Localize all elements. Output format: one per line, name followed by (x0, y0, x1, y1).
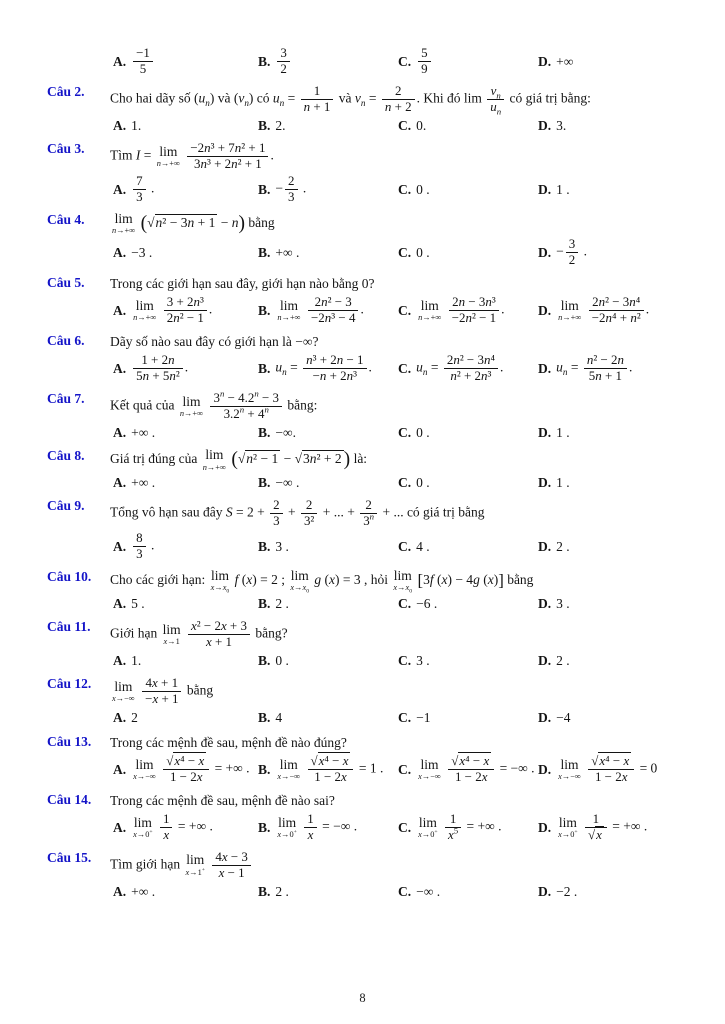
choice-b (258, 353, 398, 384)
choice-text: −2 . (556, 883, 578, 899)
choice-text: lim n→+∞ $\frac{\text{2n − 3n³}}{\text{−2n² − 1}}$ . (418, 294, 505, 326)
question-block (47, 619, 697, 669)
choice-d (538, 117, 697, 135)
choice-a (113, 174, 258, 205)
choice-text: +∞ (556, 53, 574, 69)
choice-text: 0 . (416, 474, 430, 490)
choice-letter: B. (258, 244, 271, 260)
choice-text: 5 . (131, 595, 145, 611)
choice-c (398, 295, 538, 326)
choice-letter: B. (258, 117, 271, 133)
choice-letter: C. (398, 883, 412, 899)
question-block (47, 569, 697, 612)
choices-row (113, 424, 697, 442)
choice-a (113, 424, 258, 442)
choice-letter: C. (398, 761, 412, 777)
choice-letter: B. (258, 474, 271, 490)
choice-text: lim x→0+ $\frac{1}{x}$ = +∞ . (133, 810, 213, 842)
choice-text: 2. (275, 117, 286, 133)
choice-letter: A. (113, 424, 127, 440)
choice-d (538, 538, 697, 556)
choice-text: $u_n$ = $\frac{\text{n³ + 2n − 1}}{\text{−n + 2n³}}$ . (275, 352, 372, 384)
question-block (47, 333, 697, 384)
choice-b (258, 474, 398, 492)
choice-letter: D. (538, 883, 552, 899)
question-block (47, 388, 697, 441)
question-stem: Tổng vô hạn sau đây S = 2 + $\frac{2}{3}$ + $\frac{2}{\text{3²}}$ + ... + $\frac{2}{3^n}$ + ... có giá trị bằng (110, 497, 485, 529)
question-block (47, 792, 697, 843)
choice-text: 4 . (416, 538, 430, 554)
choice-letter: B. (258, 302, 271, 318)
choice-text: 0 . (275, 652, 289, 668)
question-label: Câu 12. (47, 676, 92, 692)
choice-letter: D. (538, 538, 552, 554)
choice-letter: C. (398, 424, 412, 440)
choice-letter: D. (538, 761, 552, 777)
choices-row (113, 46, 697, 77)
question-block (47, 84, 697, 134)
choice-c (398, 424, 538, 442)
question-stem: Giới hạn lim x→1 $\frac{\text{x² − 2x + 3}}{x + 1}$ bằng? (110, 618, 288, 649)
choice-letter: A. (113, 474, 127, 490)
choice-text: 2 . (275, 883, 289, 899)
choice-d (538, 754, 697, 785)
choice-text: 0 . (416, 244, 430, 260)
choice-a (113, 709, 258, 727)
choice-text: $u_n$ = $\frac{\text{2n² − 3n⁴}}{\text{n² + 2n³}}$ . (416, 352, 504, 384)
choice-text: lim x→0+ $\frac{1}{x}$ = −∞ . (277, 810, 358, 842)
choice-letter: D. (538, 710, 552, 726)
question-label: Câu 15. (47, 849, 92, 865)
choice-letter: D. (538, 595, 552, 611)
question-stem: Tìm I = lim n→+∞ $\frac{\text{−2n³ + 7n² + 1}}{\text{3n³ + 2n² + 1}}$ . (110, 140, 274, 171)
choice-letter: A. (113, 761, 127, 777)
question-stem: Cho hai dãy số $(u_n)$ và $(v_n)$ có $u_n$ = $\frac{1}{n + 1}$ và $v_n$ = $\frac{2}{n + 2}$ . Khi đó lim $\frac{v_n}{u_n}$ có giá trị bằng: (110, 82, 591, 117)
choice-text: lim x→0+ $\frac{1}{√x}$ = +∞ . (558, 810, 648, 842)
choice-text: lim n→+∞ $\frac{\text{2n² − 3n⁴}}{\text{−2n⁴ + n²}}$ . (558, 294, 650, 326)
choice-letter: C. (398, 652, 412, 668)
choice-letter: C. (398, 595, 412, 611)
choice-d (538, 709, 697, 727)
choice-letter: B. (258, 181, 271, 197)
choices-row (113, 595, 697, 613)
choice-a (113, 812, 258, 843)
choice-letter: B. (258, 53, 271, 69)
question-stem: lim n→+∞ (√n² − 3n + 1 − n) bằng (112, 210, 275, 235)
choice-c (398, 595, 538, 613)
question-label: Câu 9. (47, 498, 85, 514)
question-label: Câu 2. (47, 83, 85, 99)
choice-letter: B. (258, 883, 271, 899)
choice-d (538, 812, 697, 843)
choice-letter: D. (538, 53, 552, 69)
choices-row (113, 883, 697, 901)
choice-a (113, 117, 258, 135)
choice-text: $\frac{5}{9}$ (416, 46, 432, 77)
choice-text: −4 (556, 710, 571, 726)
choice-b (258, 652, 398, 670)
choice-text: 0 . (416, 424, 430, 440)
choice-b (258, 709, 398, 727)
choice-text: 1 . (556, 181, 570, 197)
choice-text: +∞ . (131, 474, 156, 490)
choice-a (113, 474, 258, 492)
question-label: Câu 13. (47, 733, 92, 749)
choice-letter: C. (398, 538, 412, 554)
choice-text: 3. (556, 117, 567, 133)
choice-text: −3 . (131, 244, 153, 260)
choice-a (113, 353, 258, 384)
question-list (47, 46, 697, 900)
choice-d (538, 595, 697, 613)
question-label: Câu 8. (47, 448, 85, 464)
choices-row (113, 117, 697, 135)
choice-c (398, 812, 538, 843)
choices-row (113, 652, 697, 670)
question-block (47, 141, 697, 205)
choices-row (113, 237, 697, 268)
choice-letter: C. (398, 53, 412, 69)
choice-b (258, 754, 398, 785)
choice-c (398, 652, 538, 670)
choice-d (538, 53, 697, 71)
choice-text: +∞ . (131, 424, 156, 440)
question-stem: Kết quả của lim n→+∞ $\frac{3^n - 4.2^n - 3}{3.2^n + 4^n}$ bằng: (110, 388, 318, 421)
choice-text: −6 . (416, 595, 438, 611)
choices-row (113, 531, 697, 562)
choice-letter: A. (113, 181, 127, 197)
question-stem: Trong các mệnh đề sau, mệnh đề nào đúng? (110, 734, 347, 750)
choice-text: 1. (131, 117, 142, 133)
question-stem: lim x→−∞ $\frac{4x + 1}{-x + 1}$ bằng (112, 675, 214, 707)
choice-text: 1. (131, 652, 142, 668)
question-block (47, 448, 697, 491)
choice-text: − $\frac{3}{2}$ . (556, 236, 587, 268)
choice-c (398, 181, 538, 199)
choice-c (398, 244, 538, 262)
choices-row (113, 474, 697, 492)
page-number: 8 (359, 991, 366, 1005)
choice-b (258, 46, 398, 77)
choice-a (113, 244, 258, 262)
question-label: Câu 14. (47, 791, 92, 807)
choice-b (258, 812, 398, 843)
choice-a (113, 595, 258, 613)
choice-text: 0 . (416, 181, 430, 197)
choice-letter: B. (258, 652, 271, 668)
choice-letter: A. (113, 538, 127, 554)
choice-b (258, 424, 398, 442)
choice-text: 2 . (556, 652, 570, 668)
question-block (47, 734, 697, 785)
choice-text: −∞. (275, 424, 297, 440)
question-block (47, 498, 697, 562)
choice-b (258, 117, 398, 135)
choice-a (113, 531, 258, 562)
choice-letter: B. (258, 595, 271, 611)
choice-c (398, 709, 538, 727)
choice-d (538, 181, 697, 199)
choice-letter: A. (113, 302, 127, 318)
choice-text: 1 . (556, 474, 570, 490)
choice-letter: C. (398, 244, 412, 260)
choice-a (113, 295, 258, 326)
choice-text: −∞ . (416, 883, 441, 899)
choice-letter: A. (113, 244, 127, 260)
choice-letter: D. (538, 424, 552, 440)
choice-letter: C. (398, 117, 412, 133)
question-stem: Cho các giới hạn: lim $x\to x_0$ f (x) = 2 ; lim $x\to x_0$ g (x) = 3 , hỏi lim $x\to x_0$ [3f (x) − 4g (x)] bằng (110, 567, 534, 595)
question-label: Câu 5. (47, 275, 85, 290)
choice-text: lim x→−∞ $\frac{\text{√x⁴ − x}}{1 - 2x}$ = 0 (558, 752, 658, 784)
choice-letter: C. (398, 710, 412, 726)
choice-a (113, 46, 258, 77)
choice-d (538, 237, 697, 268)
question-stem: Giá trị đúng của lim n→+∞ (√n² − 1 − √3n² + 2 ) là: (110, 447, 368, 472)
choice-c (398, 117, 538, 135)
question-block (47, 850, 697, 900)
choice-letter: C. (398, 360, 412, 376)
question-label: Câu 3. (47, 141, 85, 157)
choice-text: lim x→−∞ $\frac{\text{√x⁴ − x}}{1 - 2x}$ = −∞ . (418, 752, 535, 784)
choice-text: $\frac{7}{3}$ . (131, 174, 154, 205)
choice-text: $\frac{1 + 2n}{\text{5n + 5n²}}$ . (131, 353, 188, 384)
choice-c (398, 754, 538, 785)
choice-text: lim x→0+ $\frac{1}{x^5}$ = +∞ . (418, 810, 502, 842)
choice-letter: B. (258, 360, 271, 376)
choices-row (113, 295, 697, 326)
choice-c (398, 46, 538, 77)
choice-letter: A. (113, 53, 127, 69)
choice-letter: B. (258, 819, 271, 835)
question-stem: Tìm giới hạn lim x→1+ $\frac{4x - 3}{x - 1}$ (110, 850, 697, 881)
choice-text: 1 . (556, 424, 570, 440)
choice-letter: A. (113, 117, 127, 133)
choice-d (538, 474, 697, 492)
choice-text: $\frac{-1}{5}$ (131, 46, 155, 77)
choice-b (258, 883, 398, 901)
choice-d (538, 424, 697, 442)
question-stem: Dãy số nào sau đây có giới hạn là −∞? (110, 334, 319, 349)
choice-letter: D. (538, 117, 552, 133)
choice-letter: A. (113, 819, 127, 835)
choice-text: 4 (275, 710, 283, 726)
choice-b (258, 538, 398, 556)
choice-b (258, 174, 398, 205)
choice-letter: C. (398, 474, 412, 490)
choice-letter: A. (113, 710, 127, 726)
choice-letter: D. (538, 244, 552, 260)
choice-a (113, 883, 258, 901)
question-label: Câu 4. (47, 211, 85, 227)
choice-b (258, 244, 398, 262)
choice-text: lim x→−∞ $\frac{\text{√x⁴ − x}}{1 - 2x}$ = +∞ . (133, 752, 250, 784)
choice-d (538, 883, 697, 901)
choice-c (398, 538, 538, 556)
choice-c (398, 353, 538, 384)
choice-d (538, 652, 697, 670)
choice-letter: C. (398, 302, 412, 318)
choice-text: lim x→−∞ $\frac{\text{√x⁴ − x}}{1 - 2x}$ = 1 . (277, 752, 384, 784)
choice-a (113, 754, 258, 785)
choice-text: lim n→+∞ $\frac{\text{2n² − 3}}{\text{−2n³ − 4}}$ . (277, 294, 364, 326)
question-block (47, 275, 697, 326)
choice-d (538, 353, 697, 384)
choice-letter: B. (258, 761, 271, 777)
question-label: Câu 6. (47, 333, 85, 348)
choice-text: 3 . (416, 652, 430, 668)
choice-c (398, 474, 538, 492)
choice-letter: B. (258, 538, 271, 554)
question-label: Câu 10. (47, 568, 92, 584)
choice-letter: B. (258, 710, 271, 726)
choices-row (113, 812, 697, 843)
choice-text: lim n→+∞ $\frac{\text{3 + 2n³}}{\text{2n² − 1}}$ . (133, 294, 213, 326)
choices-row (113, 353, 697, 384)
choices-row (113, 174, 697, 205)
choice-text: $\frac{3}{2}$ (275, 46, 291, 77)
question-block (47, 676, 697, 726)
choice-letter: C. (398, 819, 412, 835)
choices-row (113, 709, 697, 727)
choice-text: −1 (416, 710, 431, 726)
question-label: Câu 11. (47, 619, 91, 635)
choice-text: 3 . (556, 595, 570, 611)
choices-row (113, 754, 697, 785)
choice-text: 3 . (275, 538, 289, 554)
question-stem: Trong các mệnh đề sau, mệnh đề nào sai? (110, 792, 335, 808)
choice-letter: D. (538, 819, 552, 835)
choice-text: $\frac{8}{3}$ . (131, 531, 154, 562)
choice-c (398, 883, 538, 901)
choice-text: $u_n$ = $\frac{\text{n² − 2n}}{5n + 1}$ . (556, 352, 633, 384)
choice-d (538, 295, 697, 326)
choice-letter: D. (538, 302, 552, 318)
choice-text: 2 . (275, 595, 289, 611)
question-label: Câu 7. (47, 391, 85, 406)
choice-letter: C. (398, 181, 412, 197)
choice-letter: D. (538, 181, 552, 197)
choice-letter: D. (538, 360, 552, 376)
question-stem: Trong các giới hạn sau đây, giới hạn nào bằng 0? (110, 276, 375, 291)
choice-text: −∞ . (275, 474, 300, 490)
choice-text: 2 (131, 710, 138, 726)
question-block (47, 212, 697, 268)
choice-letter: D. (538, 652, 552, 668)
choice-b (258, 595, 398, 613)
choice-text: +∞ . (275, 244, 300, 260)
choice-letter: A. (113, 652, 127, 668)
choice-text: +∞ . (131, 883, 156, 899)
choice-letter: A. (113, 595, 127, 611)
choice-text: − $\frac{2}{3}$ . (275, 172, 307, 204)
choice-b (258, 295, 398, 326)
choice-letter: B. (258, 424, 271, 440)
choice-a (113, 652, 258, 670)
choice-letter: A. (113, 360, 127, 376)
choice-letter: A. (113, 883, 127, 899)
choice-letter: D. (538, 474, 552, 490)
question-block (47, 46, 697, 77)
choice-text: 0. (416, 117, 427, 133)
choice-text: 2 . (556, 538, 570, 554)
